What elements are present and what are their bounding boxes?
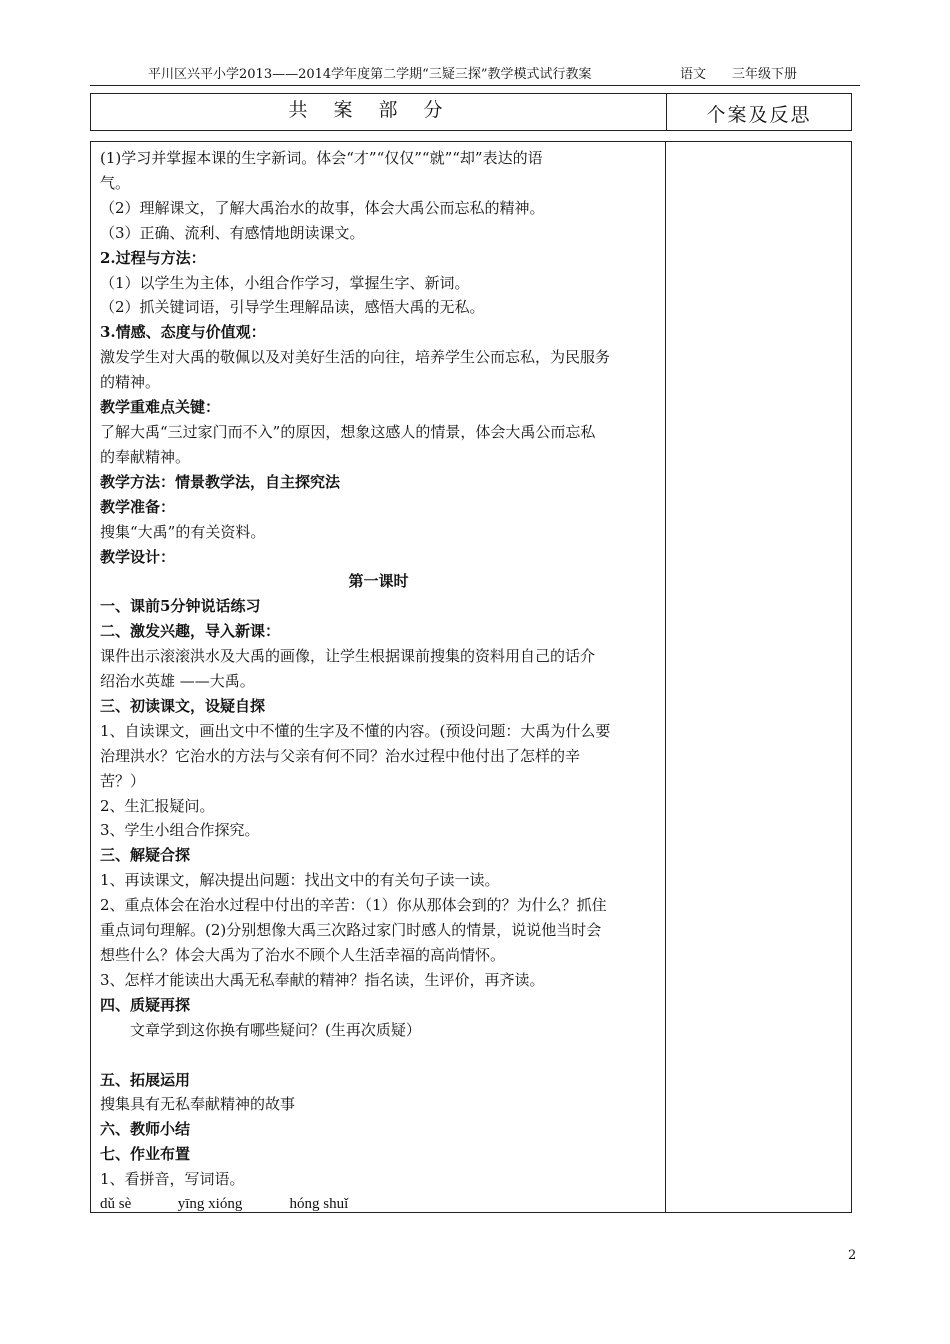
- emotion-text: 激发学生对大禹的敬佩以及对美好生活的向往，培养学生公而忘私，为民服务: [100, 348, 611, 367]
- section-3-item-1: 1、自读课文，画出文中不懂的生字及不懂的内容。(预设问题：大禹为什么要: [100, 721, 611, 740]
- objective-3: （3）正确、流利、有感情地朗读课文。: [100, 223, 365, 242]
- objective-1-cont: 气。: [100, 173, 131, 192]
- section-3-item-2: 2、生汇报疑问。: [100, 796, 215, 815]
- section-6-text: 搜集具有无私奉献精神的故事: [100, 1095, 296, 1114]
- section-8-heading: 七、作业布置: [100, 1145, 191, 1164]
- personal-reflection-heading: 个案及反思: [706, 104, 812, 126]
- header-subject: 语文: [680, 67, 707, 82]
- header-grade: 三年级下册: [732, 67, 798, 82]
- process-item-1: （1）以学生为主体，小组合作学习，掌握生字、新词。: [100, 273, 470, 292]
- section-1-heading: 一、课前5分钟说话练习: [100, 597, 261, 616]
- section-5-heading: 四、质疑再探: [100, 995, 191, 1014]
- pinyin-word-1: dǔ sè: [100, 1196, 132, 1213]
- section-7-heading: 六、教师小结: [100, 1120, 191, 1139]
- lesson-plan-table: [90, 141, 852, 1213]
- pinyin-word-3: hóng shuǐ: [289, 1196, 349, 1213]
- section-4-item-3: 3、怎样才能读出大禹无私奉献的精神？指名读，生评价，再齐读。: [100, 970, 545, 989]
- personal-reflection-area[interactable]: [667, 142, 851, 1212]
- section-4-item-2-cont: 重点词句理解。(2)分别想像大禹三次路过家门时感人的情景，说说他当时会: [100, 921, 602, 940]
- page-number: 2: [848, 1248, 857, 1263]
- preparation-heading: 教学准备：: [100, 497, 176, 516]
- emotion-values-heading: 3.情感、态度与价值观：: [100, 323, 266, 342]
- shared-plan-heading: 共案部分: [91, 94, 667, 130]
- emotion-text-cont: 的精神。: [100, 373, 161, 392]
- header-title: 平川区兴平小学2013——2014学年度第二学期“三疑三探”教学模式试行教案: [148, 67, 592, 82]
- section-6-heading: 五、拓展运用: [100, 1070, 191, 1089]
- section-3-item-3: 3、学生小组合作探究。: [100, 821, 260, 840]
- key-points-heading: 教学重难点关键：: [100, 398, 221, 417]
- column-header-row: [90, 93, 852, 131]
- blank-line: [100, 1043, 657, 1068]
- process-item-2: （2）抓关键词语，引导学生理解品读，感悟大禹的无私。: [100, 298, 485, 317]
- key-points-text: 了解大禹“三过家门而不入”的原因，想象这感人的情景，体会大禹公而忘私: [100, 422, 596, 441]
- section-2-text-cont: 绍治水英雄 ——大禹。: [100, 672, 255, 691]
- homework-item-1: 1、看拼音，写词语。: [100, 1170, 245, 1189]
- section-3-heading: 三、初读课文，设疑自探: [100, 696, 266, 715]
- shared-plan-content: [91, 142, 666, 1212]
- objective-1: (1)学习并掌握本课的生字新词。体会“才”“仅仅”“就”“却”表达的语: [100, 149, 543, 167]
- page-header: [90, 64, 860, 86]
- section-3-item-1-cont-2: 苦？）: [100, 771, 146, 790]
- design-heading: 教学设计：: [100, 547, 176, 566]
- preparation-text: 搜集“大禹”的有关资料。: [100, 522, 266, 541]
- section-4-item-2-cont-2: 想些什么？体会大禹为了治水不顾个人生活幸福的高尚情怀。: [100, 946, 506, 964]
- teaching-method: 教学方法：情景教学法，自主探究法: [100, 472, 341, 491]
- section-2-text: 课件出示滚滚洪水及大禹的画像，让学生根据课前搜集的资料用自己的话介: [100, 647, 596, 666]
- section-4-item-2: 2、重点体会在治水过程中付出的辛苦：（1）你从那体会到的？为什么？抓住: [100, 896, 607, 915]
- objective-2: （2）理解课文，了解大禹治水的故事，体会大禹公而忘私的精神。: [100, 198, 545, 217]
- process-method-heading: 2.过程与方法：: [100, 248, 206, 267]
- section-5-text: 文章学到这你换有哪些疑问？(生再次质疑）: [130, 1020, 421, 1039]
- section-3-item-1-cont: 治理洪水？它治水的方法与父亲有何不同？治水过程中他付出了怎样的辛: [100, 746, 581, 765]
- section-2-heading: 二、激发兴趣，导入新课：: [100, 622, 281, 641]
- section-4-item-1: 1、再读课文，解决提出问题：找出文中的有关句子读一读。: [100, 871, 500, 890]
- section-4-heading: 三、解疑合探: [100, 846, 191, 865]
- pinyin-row: [100, 1192, 657, 1217]
- key-points-text-cont: 的奉献精神。: [100, 447, 191, 466]
- pinyin-word-2: yīng xióng: [177, 1196, 243, 1213]
- lesson-title: 第一课时: [348, 572, 409, 591]
